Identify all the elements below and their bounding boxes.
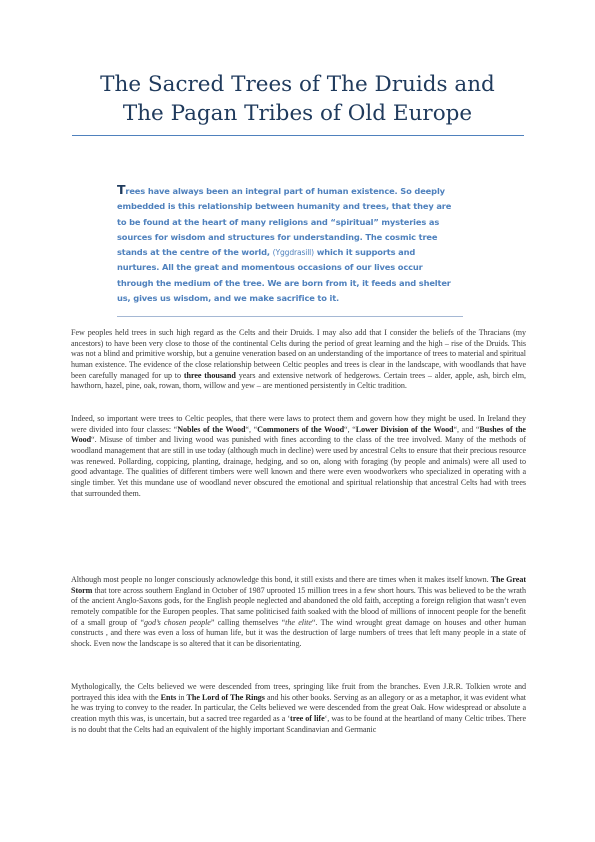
p4-text-3: and his other books. Serving as an allegory or as a metaphor, it was evident what he was trying to convey to the reader. In particular, the Celts believed we were descended from the great Oak. How widespread or absolute a creation myth this was, is uncertain, but a sacred tree regarded as a ‘ — [71, 692, 526, 723]
p2-text-3: “, “ — [344, 424, 356, 434]
p1-text-2: years and extensive network of hedgerows. Certain trees – alder, apple, ash, birch elm, hawthorn, hazel, pine, oak, rowan, thorn, willow and yew – are mentioned persistently in Celtic tradition. — [71, 370, 526, 391]
p4-text-4: ‘, was to be found at the heartland of many Celtic tribes. There is no doubt that the Celts had an equivalent of the highly important Scandinavian and Germanic — [71, 713, 526, 734]
p1-bold-1: three thousand — [183, 370, 236, 380]
p2-bold-3: Lower Division of the Wood — [355, 424, 454, 434]
paragraph-4 — [71, 682, 526, 735]
p1-text-1: Few peoples held trees in such high regard as the Celts and their Druids. I may also add that I consider the beliefs of the Thracians (my ancestors) to have been very close to those of the continental Celts during the period of great learning and the high – rise of the Druids. This was not a blind and primitive worship, but a genuine veneration based on an understanding of the importance of trees to material and spiritual human existence. The evidence of the close relationship between Celtic peoples and trees is clear in the landscape, with woodlands that have been carefully managed for up to — [71, 328, 526, 380]
paragraph-2 — [71, 414, 526, 499]
p2-bold-4: Bushes of the Wood — [71, 424, 526, 445]
p2-text-4: “, and “ — [453, 424, 480, 434]
p4-bold-3: tree of life — [290, 713, 325, 723]
p2-text-5: “. Misuse of timber and living wood was punished with fines according to the class of the tree involved. Many of the methods of woodland management that are still in use today (although much in decline) were used by ancestral Celts to ensure that their precious resource was renewed. Pollarding, coppicing, planting, drainage, hedging, and so on, along with foraging (by people and animals) were all used to good advantage. The qualities of different timbers were well known and there were even woodworkers who specialized in operating with a single timber. Yet this mundane use of woodland never obscured the emotional and spiritual relationship that ancestral Celts had with trees that surrounded them. — [71, 435, 526, 498]
p4-bold-1: Ents — [160, 692, 177, 702]
p3-text-3: ” calling themselves “ — [210, 617, 286, 627]
title-line-2: The Pagan Tribes of Old Europe — [122, 101, 473, 126]
intro-yggdrasill: (Yggdrasill) — [272, 248, 314, 258]
p3-italic-1: god’s chosen people — [144, 617, 211, 627]
intro-text-1: rees have always been an integral part of human existence. So deeply embedded is this relationship between humanity and trees, that they are to be found at the heart of many religions and “spiritual” mysteries as sources for wisdom and structures for understanding. The cosmic tree stands at the centre of the world, — [117, 186, 452, 258]
intro-dropcap: T — [117, 182, 126, 197]
p2-text-1: Indeed, so important were trees to Celtic peoples, that there were laws to protect them and govern how they might be used. In Ireland they were divided into four classes: “ — [71, 414, 526, 434]
intro-divider — [117, 316, 463, 317]
p4-bold-2: The Lord of The Rings — [186, 692, 265, 702]
title-line-1: The Sacred Trees of The Druids and — [100, 72, 495, 97]
p4-text-2: in — [176, 692, 187, 702]
intro-quote — [117, 182, 460, 306]
paragraph-3 — [71, 575, 526, 650]
intro-text-2: which it supports and nurtures. All the great and momentous occasions of our lives occur through the medium of the tree. We are born from it, it feeds and shelter us, gives us wisdom, and we make sacrifice to it. — [117, 247, 451, 304]
p3-text-1: Although most people no longer consciously acknowledge this bond, it still exists and there are times when it makes itself known. — [71, 575, 491, 584]
p3-text-4: “. The wind wrought great damage on houses and other human constructs , and there was even a loss of human life, but it was the destruction of large numbers of trees that left many people in a state of shock. Even now the landscape is so altered that it can be disorientating. — [71, 617, 526, 648]
p2-bold-2: Commoners of the Wood — [257, 424, 345, 434]
p3-italic-2: the elite — [285, 617, 312, 627]
title-divider — [72, 135, 524, 136]
p2-text-2: “, “ — [245, 424, 258, 434]
p3-text-2: that tore across southern England in October of 1987 uprooted 15 million trees in a few short hours. This was believed to be the wrath of the ancient Anglo-Saxons gods, for the English people neglected and abandoned the old faith, accepting a foreign religion that wasn’t even remotely compatible for the Europen peoples. That same politicised faith soaked with the blood of millions of innocent people for the benefit of a small group of “ — [71, 585, 526, 627]
paragraph-1 — [71, 328, 526, 392]
p2-bold-1: Nobles of the Wood — [177, 424, 246, 434]
document-title — [40, 70, 555, 128]
p3-bold-1: The Great Storm — [71, 575, 526, 595]
p4-text-1: Mythologically, the Celts believed we were descended from trees, springing like fruit from the branches. Even J.R.R. Tolkien wrote and portrayed this idea with the — [71, 682, 526, 702]
